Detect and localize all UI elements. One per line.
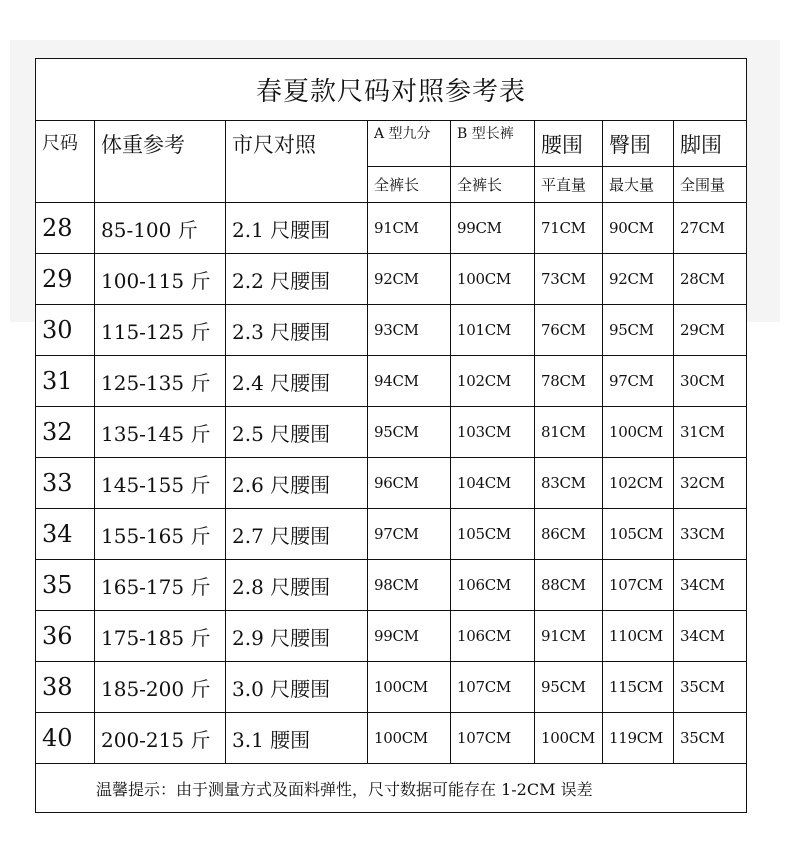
- cell-size: 38: [36, 662, 95, 713]
- cell-size: 29: [36, 254, 95, 305]
- header-weight: 体重参考: [95, 121, 226, 203]
- cell-ruler: 2.5 尺腰围: [226, 407, 368, 458]
- table-row: [36, 356, 747, 407]
- cell-a-length: 96CM: [368, 458, 451, 509]
- cell-a-length: 97CM: [368, 509, 451, 560]
- cell-ruler: 2.6 尺腰围: [226, 458, 368, 509]
- cell-waist: 81CM: [535, 407, 603, 458]
- cell-hip: 119CM: [603, 713, 674, 764]
- cell-a-length: 93CM: [368, 305, 451, 356]
- table-row: [36, 713, 747, 764]
- cell-a-length: 98CM: [368, 560, 451, 611]
- note-row: [36, 764, 747, 813]
- cell-ruler: 2.1 尺腰围: [226, 203, 368, 254]
- table-row: [36, 203, 747, 254]
- header-ankle: 脚围: [674, 121, 747, 167]
- table-row: [36, 509, 747, 560]
- cell-hip: 105CM: [603, 509, 674, 560]
- cell-size: 35: [36, 560, 95, 611]
- table-row: [36, 560, 747, 611]
- cell-ruler: 2.3 尺腰围: [226, 305, 368, 356]
- cell-ruler: 3.1 腰围: [226, 713, 368, 764]
- cell-a-length: 100CM: [368, 713, 451, 764]
- size-chart: [35, 58, 746, 820]
- cell-size: 30: [36, 305, 95, 356]
- table-row: [36, 305, 747, 356]
- cell-ruler: 3.0 尺腰围: [226, 662, 368, 713]
- cell-hip: 90CM: [603, 203, 674, 254]
- cell-waist: 95CM: [535, 662, 603, 713]
- cell-b-length: 99CM: [451, 203, 535, 254]
- header-size: 尺码: [36, 121, 95, 203]
- cell-b-length: 101CM: [451, 305, 535, 356]
- cell-waist: 71CM: [535, 203, 603, 254]
- cell-weight: 175-185 斤: [95, 611, 226, 662]
- cell-waist: 73CM: [535, 254, 603, 305]
- cell-waist: 83CM: [535, 458, 603, 509]
- cell-b-length: 104CM: [451, 458, 535, 509]
- cell-size: 33: [36, 458, 95, 509]
- cell-size: 31: [36, 356, 95, 407]
- cell-a-length: 94CM: [368, 356, 451, 407]
- cell-hip: 97CM: [603, 356, 674, 407]
- cell-b-length: 106CM: [451, 611, 535, 662]
- cell-b-length: 107CM: [451, 662, 535, 713]
- cell-ruler: 2.8 尺腰围: [226, 560, 368, 611]
- table-title: 春夏款尺码对照参考表: [36, 59, 747, 121]
- cell-size: 40: [36, 713, 95, 764]
- cell-ruler: 2.7 尺腰围: [226, 509, 368, 560]
- cell-b-length: 102CM: [451, 356, 535, 407]
- header-b-type: B 型长裤: [451, 121, 535, 167]
- cell-size: 36: [36, 611, 95, 662]
- size-table: [35, 58, 747, 813]
- header-a-sub: 全裤长: [368, 167, 451, 203]
- cell-size: 28: [36, 203, 95, 254]
- cell-ankle: 27CM: [674, 203, 747, 254]
- cell-a-length: 92CM: [368, 254, 451, 305]
- cell-ankle: 35CM: [674, 662, 747, 713]
- header-row-1: [36, 121, 747, 167]
- table-row: [36, 662, 747, 713]
- cell-ankle: 29CM: [674, 305, 747, 356]
- cell-waist: 76CM: [535, 305, 603, 356]
- cell-size: 34: [36, 509, 95, 560]
- cell-a-length: 100CM: [368, 662, 451, 713]
- cell-weight: 85-100 斤: [95, 203, 226, 254]
- table-row: [36, 458, 747, 509]
- header-waist: 腰围: [535, 121, 603, 167]
- cell-waist: 100CM: [535, 713, 603, 764]
- cell-weight: 200-215 斤: [95, 713, 226, 764]
- cell-ruler: 2.9 尺腰围: [226, 611, 368, 662]
- cell-waist: 88CM: [535, 560, 603, 611]
- cell-b-length: 105CM: [451, 509, 535, 560]
- cell-b-length: 107CM: [451, 713, 535, 764]
- cell-a-length: 95CM: [368, 407, 451, 458]
- cell-b-length: 103CM: [451, 407, 535, 458]
- cell-a-length: 91CM: [368, 203, 451, 254]
- header-ruler: 市尺对照: [226, 121, 368, 203]
- header-waist-sub: 平直量: [535, 167, 603, 203]
- table-row: [36, 254, 747, 305]
- header-ankle-sub: 全围量: [674, 167, 747, 203]
- cell-ankle: 32CM: [674, 458, 747, 509]
- cell-weight: 135-145 斤: [95, 407, 226, 458]
- cell-ruler: 2.2 尺腰围: [226, 254, 368, 305]
- header-b-sub: 全裤长: [451, 167, 535, 203]
- cell-weight: 100-115 斤: [95, 254, 226, 305]
- cell-hip: 107CM: [603, 560, 674, 611]
- cell-weight: 115-125 斤: [95, 305, 226, 356]
- footer-note: 温馨提示：由于测量方式及面料弹性，尺寸数据可能存在 1-2CM 误差: [36, 764, 747, 813]
- header-hip: 臀围: [603, 121, 674, 167]
- title-row: [36, 59, 747, 121]
- cell-weight: 125-135 斤: [95, 356, 226, 407]
- cell-size: 32: [36, 407, 95, 458]
- table-row: [36, 407, 747, 458]
- cell-hip: 102CM: [603, 458, 674, 509]
- cell-ankle: 35CM: [674, 713, 747, 764]
- cell-a-length: 99CM: [368, 611, 451, 662]
- header-a-type: A 型九分: [368, 121, 451, 167]
- cell-ankle: 34CM: [674, 611, 747, 662]
- cell-ankle: 28CM: [674, 254, 747, 305]
- cell-ankle: 34CM: [674, 560, 747, 611]
- cell-weight: 165-175 斤: [95, 560, 226, 611]
- cell-ruler: 2.4 尺腰围: [226, 356, 368, 407]
- header-hip-sub: 最大量: [603, 167, 674, 203]
- cell-hip: 100CM: [603, 407, 674, 458]
- cell-hip: 92CM: [603, 254, 674, 305]
- cell-b-length: 106CM: [451, 560, 535, 611]
- cell-ankle: 33CM: [674, 509, 747, 560]
- cell-b-length: 100CM: [451, 254, 535, 305]
- cell-hip: 95CM: [603, 305, 674, 356]
- cell-ankle: 31CM: [674, 407, 747, 458]
- cell-waist: 91CM: [535, 611, 603, 662]
- table-row: [36, 611, 747, 662]
- cell-ankle: 30CM: [674, 356, 747, 407]
- cell-hip: 110CM: [603, 611, 674, 662]
- cell-waist: 86CM: [535, 509, 603, 560]
- cell-waist: 78CM: [535, 356, 603, 407]
- cell-weight: 145-155 斤: [95, 458, 226, 509]
- cell-hip: 115CM: [603, 662, 674, 713]
- cell-weight: 155-165 斤: [95, 509, 226, 560]
- cell-weight: 185-200 斤: [95, 662, 226, 713]
